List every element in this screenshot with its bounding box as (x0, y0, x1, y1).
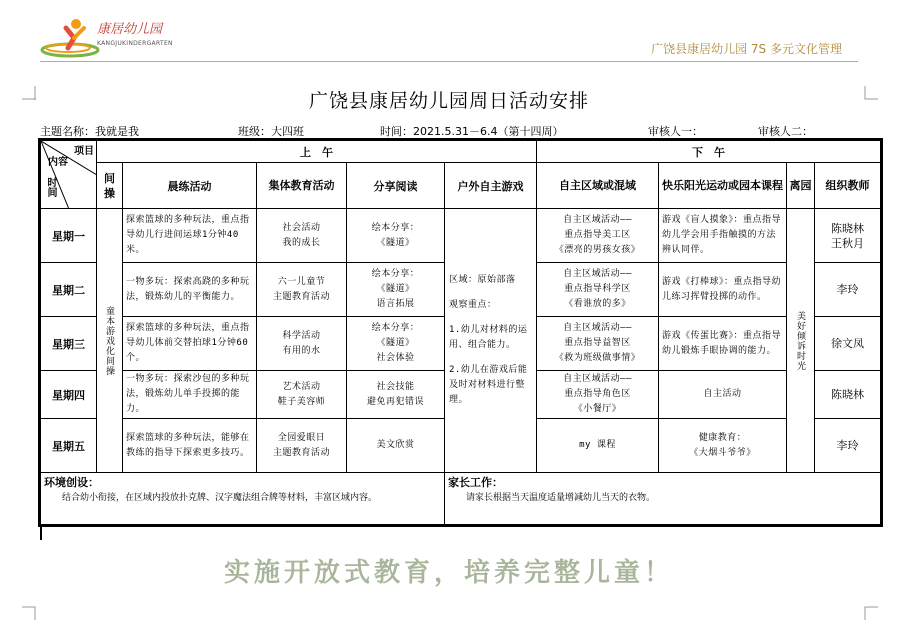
corner-header-cell (41, 141, 97, 209)
morning-exercise-cell: 一物多玩：探索沙包的多种玩法，锻炼幼儿单手投掷的能力。 (123, 371, 257, 419)
day-cell: 星期三 (41, 317, 97, 371)
morning-exercise-cell: 一物多玩：探索高跷的多种玩法，锻炼幼儿的平衡能力。 (123, 263, 257, 317)
corner-label-content: 内容 (48, 157, 68, 168)
area-cell: my 课程 (537, 419, 659, 473)
leave-text: 美好倾诉时光 (795, 310, 805, 371)
day-cell: 星期五 (41, 419, 97, 473)
col-group-education: 集体教育活动 (257, 163, 347, 209)
slogan: 实施开放式教育，培养完整儿童！ (223, 558, 674, 588)
sunshine-cell: 自主活动 (659, 371, 787, 419)
col-reading: 分享阅读 (347, 163, 445, 209)
group-education-cell: 全园爱眼日 主题教育活动 (257, 419, 347, 473)
day-cell: 星期二 (41, 263, 97, 317)
col-teacher: 组织教师 (815, 163, 881, 209)
morning-exercise-cell: 探索篮球的多种玩法，重点指导幼儿体前交替拍球1分钟60个。 (123, 317, 257, 371)
morning-exercise-cell: 探索篮球的多种玩法，能够在教练的指导下探索更多技巧。 (123, 419, 257, 473)
footer-row (41, 473, 881, 525)
brand-english: KANGJUKINDERGARTEN (97, 40, 173, 47)
teacher-cell: 李玲 (815, 263, 881, 317)
sunshine-cell: 游戏《传蛋比赛》：重点指导幼儿锻炼手眼协调的能力。 (659, 317, 787, 371)
corner-mark-bottom-left (22, 606, 36, 620)
afternoon-header: 下 午 (537, 141, 881, 163)
corner-label-time: 时间 (45, 177, 56, 197)
col-area: 自主区域或混域 (537, 163, 659, 209)
corner-mark-bottom-right (864, 606, 878, 620)
schedule-table (40, 140, 881, 525)
environment-text: 结合幼小衔接，在区域内投放扑克牌、汉字魔法组合牌等材料，丰富区域内容。 (62, 493, 378, 503)
group-education-cell: 六一儿童节 主题教育活动 (257, 263, 347, 317)
meta-theme: 主题名称：我就是我 (40, 125, 139, 138)
break-cell (97, 209, 123, 473)
morning-header: 上 午 (97, 141, 537, 163)
sunshine-cell: 游戏《打棒球》：重点指导幼儿练习挥臂投掷的动作。 (659, 263, 787, 317)
header-divider (40, 61, 858, 62)
group-education-cell: 科学活动 有用的水 (257, 317, 347, 371)
outdoor-focus-2: 2.幼儿在游戏后能及时对材料进行整理。 (449, 365, 528, 405)
outdoor-focus-1: 1.幼儿对材料的运用、组合能力。 (449, 325, 528, 350)
corner-label-project: 项目 (74, 146, 94, 157)
col-break: 间操 (97, 163, 123, 209)
area-cell: 自主区域活动—— 重点指导益智区 《救为班级做事情》 (537, 317, 659, 371)
leave-cell (787, 209, 815, 473)
outdoor-area: 区域：原始部落 (449, 275, 516, 285)
area-cell: 自主区域活动—— 重点指导科学区 《看谁放的多》 (537, 263, 659, 317)
group-education-cell: 艺术活动 鞋子美容师 (257, 371, 347, 419)
group-education-cell: 社会活动 我的成长 (257, 209, 347, 263)
sunshine-cell: 健康教育： 《大烟斗爷爷》 (659, 419, 787, 473)
break-text: 童本游戏化间操 (104, 305, 114, 376)
page-title: 广饶县康居幼儿园周日活动安排 (308, 90, 589, 112)
teacher-cell: 陈晓林 王秋月 (815, 209, 881, 263)
teacher-cell: 李玲 (815, 419, 881, 473)
day-cell: 星期四 (41, 371, 97, 419)
reading-cell: 绘本分享： 《隧道》 语言拓展 (347, 263, 445, 317)
outdoor-focus-label: 观察重点： (449, 300, 497, 310)
day-cell: 星期一 (41, 209, 97, 263)
meta-reviewer-1: 审核人一： (648, 125, 703, 138)
parent-work-cell (445, 473, 881, 525)
table-row (41, 209, 881, 263)
text-cursor-mark (40, 524, 42, 540)
teacher-cell: 徐文凤 (815, 317, 881, 371)
meta-class: 班级：大四班 (238, 125, 304, 138)
area-cell: 自主区域活动—— 重点指导角色区 《小餐厅》 (537, 371, 659, 419)
meta-reviewer-2: 审核人二： (758, 125, 813, 138)
environment-label: 环境创设： (44, 476, 99, 489)
parent-work-text: 请家长根据当天温度适量增减幼儿当天的衣物。 (466, 493, 656, 503)
reading-cell: 社会技能 避免再犯错误 (347, 371, 445, 419)
reading-cell: 美文欣赏 (347, 419, 445, 473)
reading-cell: 绘本分享： 《隧道》 (347, 209, 445, 263)
teacher-cell: 陈晓林 (815, 371, 881, 419)
meta-time: 时间：2021.5.31－6.4（第十四周） (380, 125, 564, 138)
reading-cell: 绘本分享： 《隧道》 社会体验 (347, 317, 445, 371)
parent-work-label: 家长工作： (448, 476, 503, 489)
col-leave: 离园 (787, 163, 815, 209)
outdoor-cell (445, 209, 537, 473)
environment-cell (41, 473, 445, 525)
col-morning-exercise: 晨练活动 (123, 163, 257, 209)
area-cell: 自主区域活动—— 重点指导美工区 《漂亮的男孩女孩》 (537, 209, 659, 263)
sunshine-cell: 游戏《盲人摸象》：重点指导幼儿学会用手指触摸的方法辨认同伴。 (659, 209, 787, 263)
morning-exercise-cell: 探索篮球的多种玩法，重点指导幼儿行进间运球1分钟40米。 (123, 209, 257, 263)
header-title: 广饶县康居幼儿园 7S 多元文化管理 (651, 42, 842, 56)
col-outdoor: 户外自主游戏 (445, 163, 537, 209)
brand-name: 康居幼儿园 (97, 22, 163, 37)
col-sunshine: 快乐阳光运动或园本课程 (659, 163, 787, 209)
